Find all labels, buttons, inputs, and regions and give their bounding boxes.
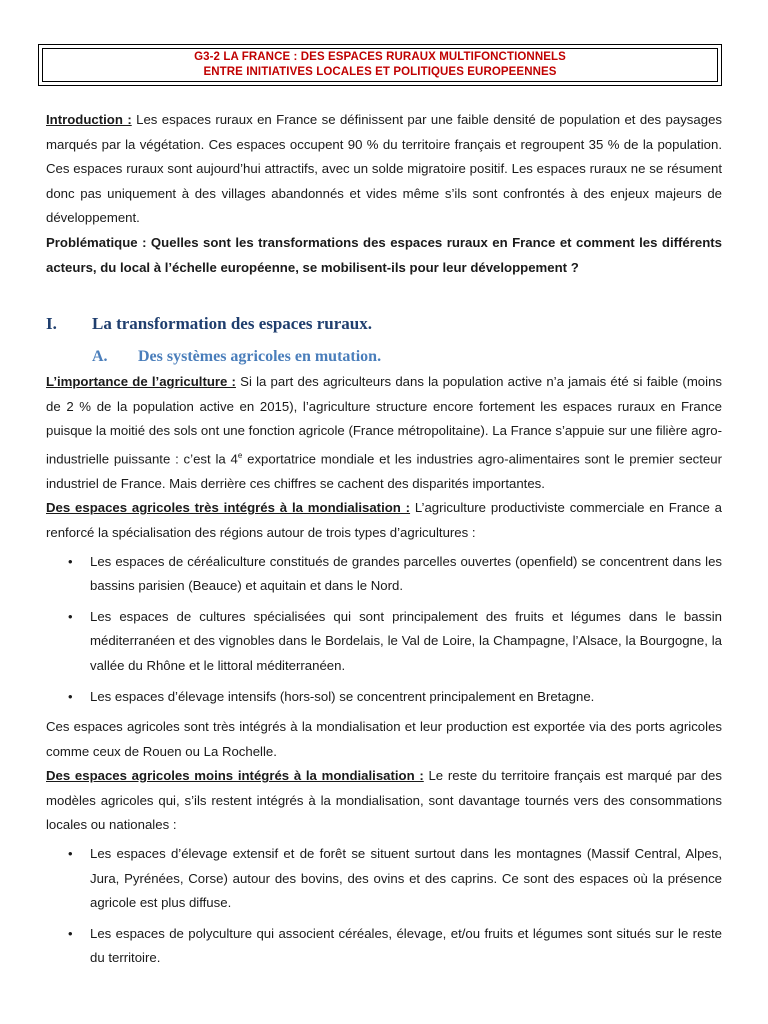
bullet-list: [46, 550, 722, 710]
list-item-text: Les espaces d’élevage intensifs (hors-sol) se concentrent principalement en Bretagne.: [90, 688, 595, 704]
list-item-text: Les espaces d’élevage extensif et de forêt se situent surtout dans les montagnes (Massif Central, Alpes, Jura, Pyrénées, Corse) autour des bovins, des ovins et des caprins. Ce sont des espaces où la présence agricole est plus diffuse.: [90, 846, 722, 911]
subsection-number: A.: [92, 348, 108, 365]
intro-label: Introduction :: [46, 112, 132, 127]
bullet-list: [46, 842, 722, 971]
paragraph-label: Des espaces agricoles très intégrés à la mondialisation :: [46, 500, 411, 516]
list-item: [46, 685, 722, 710]
list-item-text: Les espaces de cultures spécialisées qui sont principalement des fruits et légumes dans le bassin méditerranéen et des vignobles dans le Bordelais, le Val de Loire, la Champagne, l’Alsace, la Bourgogne, la vallée du Rhône et le littoral méditerranéen.: [90, 608, 722, 673]
bullet-icon: •: [68, 688, 73, 704]
section-heading-1: [46, 314, 372, 334]
bullet-icon: •: [68, 608, 73, 624]
paragraph-text: exportatrice mondiale et les industries agro-alimentaires sont le premier secteur industriel de France. Mais derrière ces chiffres se cachent des disparités importantes.: [46, 451, 722, 491]
section-a-body: [46, 370, 722, 977]
subsection-heading-a: [92, 348, 381, 366]
title-box: [38, 44, 722, 86]
paragraph-text: L’agriculture productiviste commerciale en France a renforcé la spécialisation des régions autour de trois types d’agricultures :: [46, 500, 722, 540]
title-line-2: ENTRE INITIATIVES LOCALES ET POLITIQUES EUROPEENNES: [203, 66, 557, 78]
paragraph-export: Ces espaces agricoles sont très intégrés à la mondialisation et leur production est exportée via des ports agricoles comme ceux de Rouen ou La Rochelle.: [46, 719, 722, 759]
list-item-text: Les espaces de polyculture qui associent céréales, élevage, et/ou fruits et légumes sont situés sur le reste du territoire.: [90, 925, 722, 966]
section-number: I.: [46, 314, 57, 333]
intro-text: Les espaces ruraux en France se définissent par une faible densité de population et des paysages marqués par la végétation. Ces espaces occupent 90 % du territoire français et regroupent 35 % de la population. Ces espaces ruraux sont aujourd’hui attractifs, avec un solde migratoire positif. Les espaces ruraux ne se résument donc pas uniquement à des villages abandonnés et vides même s’ils sont confrontés à des enjeux majeurs de développement.: [46, 112, 722, 226]
list-item: [46, 922, 722, 971]
bullet-icon: •: [68, 553, 73, 569]
paragraph-importance: [46, 370, 722, 496]
paragraph-moins-integres: [46, 764, 722, 838]
section-title: La transformation des espaces ruraux.: [92, 314, 373, 333]
paragraph-text: Le reste du territoire français est marqué par des modèles agricoles qui, s’ils restent intégrés à la mondialisation, sont davantage tournés vers des consommations locales ou nationales :: [46, 768, 722, 833]
intro-paragraph: [46, 108, 722, 231]
list-item: [46, 550, 722, 599]
paragraph-label: L’importance de l’agriculture :: [46, 374, 236, 389]
paragraph-integres: [46, 496, 722, 545]
subsection-title: Des systèmes agricoles en mutation.: [138, 348, 382, 365]
bullet-icon: •: [68, 925, 73, 941]
paragraph-text: Si la part des agriculteurs dans la population active n’a jamais été si faible (moins de 2 % de la population active en 2015), l’agriculture structure encore fortement les espaces ruraux en France puisque la moitié des sols ont une fonction agricole (France métropolitaine). La France s’appuie sur une filière agro-industrielle puissante : c’est la 4: [46, 374, 722, 467]
list-item: [46, 605, 722, 679]
introduction: [46, 108, 722, 280]
list-item-text: Les espaces de céréaliculture constitués de grandes parcelles ouvertes (openfield) se concentrent dans les bassins parisien (Beauce) et aquitain et dans le Nord.: [90, 553, 722, 594]
list-item: [46, 842, 722, 916]
superscript: e: [237, 450, 243, 460]
title-line-1: G3-2 LA FRANCE : DES ESPACES RURAUX MULTIFONCTIONNELS: [194, 51, 566, 63]
title-frame: [42, 48, 718, 82]
bullet-icon: •: [68, 846, 73, 862]
paragraph-label: Des espaces agricoles moins intégrés à la mondialisation :: [46, 768, 424, 784]
problematique: Problématique : Quelles sont les transformations des espaces ruraux en France et comment les différents acteurs, du local à l’échelle européenne, se mobilisent-ils pour leur développement ?: [46, 234, 722, 275]
